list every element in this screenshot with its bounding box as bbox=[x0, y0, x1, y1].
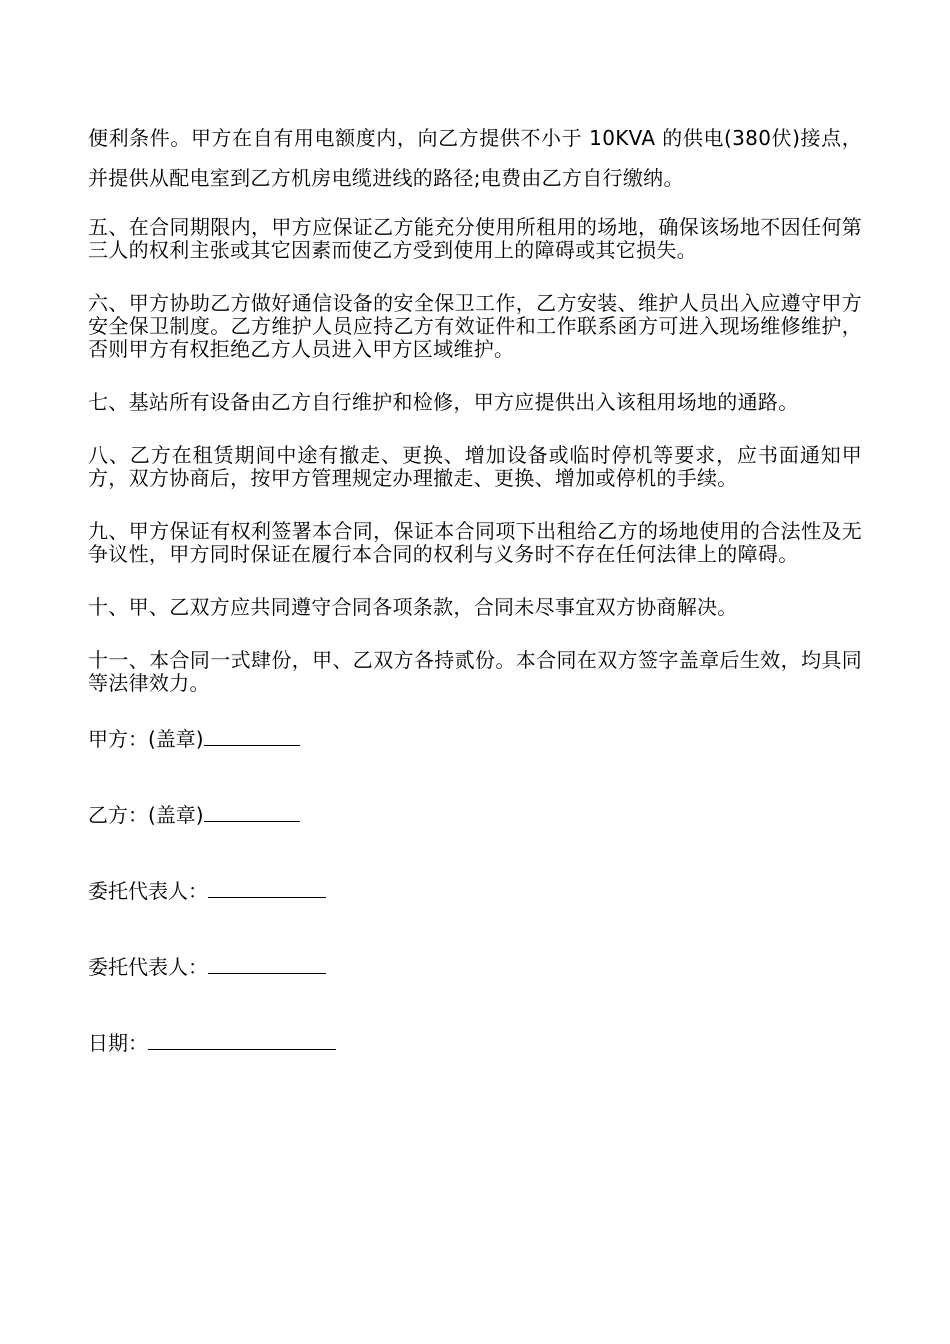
signature-date bbox=[88, 1031, 862, 1055]
signature-party-a-blank bbox=[204, 727, 300, 746]
signature-party-b bbox=[88, 803, 862, 827]
signature-representative-2-label: 委托代表人： bbox=[88, 955, 208, 979]
signature-representative-1 bbox=[88, 879, 862, 903]
signature-party-a bbox=[88, 727, 862, 751]
clause-10: 十、甲、乙双方应共同遵守合同各项条款，合同未尽事宜双方协商解决。 bbox=[88, 595, 738, 619]
clause-6: 六、甲方协助乙方做好通信设备的安全保卫工作，乙方安装、维护人员出入应遵守甲方安全保卫制度。乙方维护人员应持乙方有效证件和工作联系函方可进入现场维修维护，否则甲方有权拒绝乙方人员进入甲方区域维护。 bbox=[88, 291, 862, 361]
signature-representative-2-blank bbox=[208, 955, 326, 974]
clause-8: 八、乙方在租赁期间中途有撤走、更换、增加设备或临时停机等要求，应书面通知甲方，双方协商后，按甲方管理规定办理撤走、更换、增加或停机的手续。 bbox=[88, 443, 862, 490]
clause-11: 十一、本合同一式肆份，甲、乙双方各持贰份。本合同在双方签字盖章后生效，均具同等法律效力。 bbox=[88, 648, 862, 695]
clause-electricity: 便利条件。甲方在自有用电额度内，向乙方提供不小于 10KVA 的供电(380伏)接点，并提供从配电室到乙方机房电缆进线的路径;电费由乙方自行缴纳。 bbox=[88, 126, 862, 190]
contract-page bbox=[88, 118, 862, 1055]
signature-party-a-label: 甲方：(盖章) bbox=[88, 727, 204, 751]
signature-representative-1-label: 委托代表人： bbox=[88, 879, 208, 903]
clause-9: 九、甲方保证有权利签署本合同，保证本合同项下出租给乙方的场地使用的合法性及无争议性，甲方同时保证在履行本合同的权利与义务时不存在任何法律上的障碍。 bbox=[88, 519, 862, 566]
signature-party-b-label: 乙方：(盖章) bbox=[88, 803, 204, 827]
signature-date-blank bbox=[148, 1031, 336, 1050]
clause-5: 五、在合同期限内，甲方应保证乙方能充分使用所租用的场地，确保该场地不因任何第三人的权利主张或其它因素而使乙方受到使用上的障碍或其它损失。 bbox=[88, 215, 862, 262]
signature-representative-1-blank bbox=[208, 879, 326, 898]
signature-date-label: 日期： bbox=[88, 1031, 148, 1055]
clause-7: 七、基站所有设备由乙方自行维护和检修，甲方应提供出入该租用场地的通路。 bbox=[88, 390, 799, 414]
signature-party-b-blank bbox=[204, 803, 300, 822]
signature-representative-2 bbox=[88, 955, 862, 979]
